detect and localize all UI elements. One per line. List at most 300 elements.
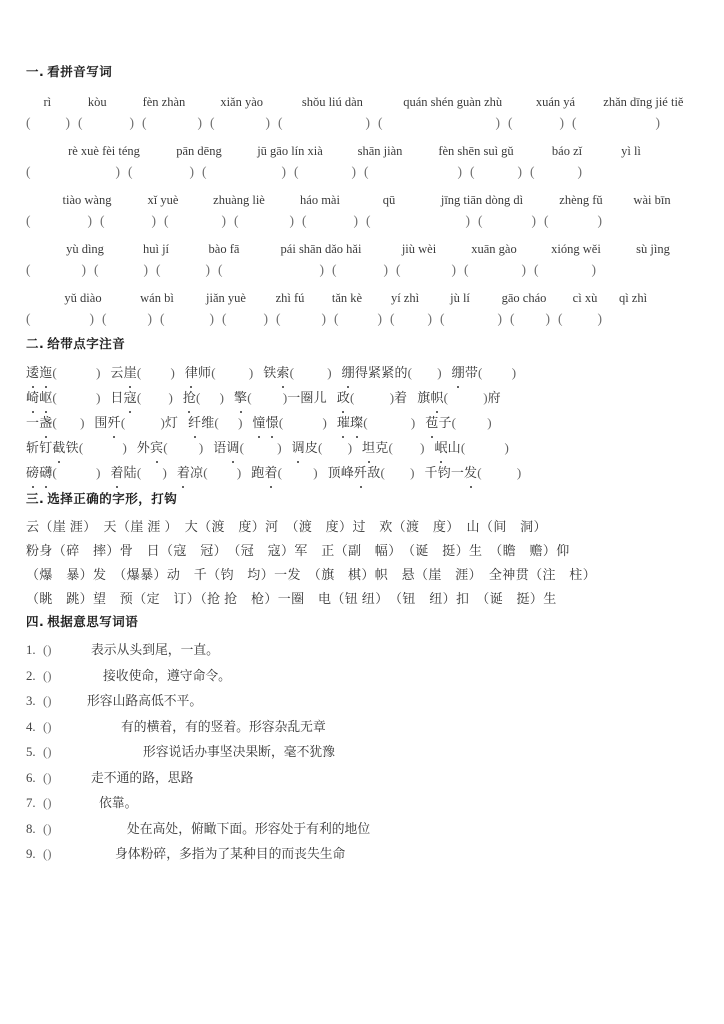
pinyin-label: quán shén guàn zhù — [403, 95, 503, 109]
left-paren: ( — [558, 311, 563, 326]
pinyin-answer-blank[interactable] — [52, 385, 100, 410]
dotted-char: 逶 — [26, 360, 39, 385]
pinyin-label: fèn shēn suì gǔ — [438, 144, 514, 158]
section-3-heading — [26, 491, 698, 506]
answer-blank[interactable] — [332, 262, 388, 278]
right-paren: ) — [322, 415, 327, 430]
answer-blank[interactable] — [210, 115, 270, 131]
answer-blank[interactable] — [26, 262, 86, 278]
right-paren: ) — [47, 668, 52, 683]
left-paren: ( — [202, 164, 207, 179]
left-paren: ( — [196, 390, 201, 405]
plain-char: 钉 — [39, 440, 53, 455]
answer-blank[interactable] — [478, 213, 536, 229]
right-paren: ) — [655, 115, 660, 130]
section-1-heading — [26, 64, 698, 79]
answer-blank[interactable] — [100, 213, 156, 229]
right-paren: ) — [353, 213, 358, 228]
dotted-word — [337, 415, 363, 430]
pinyin-label: wài bīn — [633, 193, 671, 207]
pinyin-answer-blank[interactable] — [408, 360, 442, 385]
answer-blank[interactable] — [128, 164, 194, 180]
right-paren: ) — [115, 164, 120, 179]
pinyin-group — [26, 137, 698, 185]
dotted-word — [362, 440, 388, 455]
left-paren: ( — [52, 465, 57, 480]
answer-blank[interactable] — [222, 311, 268, 327]
section-1 — [26, 64, 698, 332]
pinyin-group — [26, 88, 698, 136]
answer-blank[interactable] — [390, 311, 432, 327]
answer-blank[interactable] — [294, 164, 356, 180]
right-paren: ) — [597, 311, 602, 326]
right-paren: ) — [487, 415, 492, 430]
section-4-heading — [26, 614, 698, 629]
right-paren: ) — [80, 415, 85, 430]
answer-blank[interactable] — [202, 164, 286, 180]
dotted-char: 岷 — [434, 435, 447, 460]
answer-blank[interactable] — [530, 164, 582, 180]
pinyin-answer-blank[interactable] — [247, 385, 287, 410]
pinyin-group — [26, 186, 698, 234]
meaning-text: 处在高处，俯瞰下面。形容处于有利的地位 — [127, 821, 371, 836]
left-paren: ( — [100, 213, 105, 228]
right-paren: ) — [313, 465, 318, 480]
right-paren: ) — [319, 262, 324, 277]
left-paren: ( — [128, 164, 133, 179]
word-answer-blank[interactable] — [43, 842, 115, 868]
item-number: 4. — [26, 719, 36, 734]
right-paren: ) — [47, 821, 52, 836]
left-paren: ( — [302, 213, 307, 228]
pinyin-answer-blank[interactable] — [388, 435, 424, 460]
right-paren: ) — [420, 440, 425, 455]
left-paren: ( — [530, 164, 535, 179]
answer-blank[interactable] — [510, 311, 550, 327]
left-paren: ( — [214, 415, 219, 430]
left-paren: ( — [203, 465, 208, 480]
plain-char: 外 — [136, 440, 151, 455]
right-paren: ) — [347, 440, 353, 455]
right-paren: ) — [437, 365, 442, 380]
left-paren: ( — [334, 311, 339, 326]
right-paren: ) — [351, 164, 356, 179]
dotted-word — [137, 440, 163, 455]
choice-line[interactable]: 云（崖 涯） 天（崖 涯 ） 大（渡 度）河 （渡 度）过 欢（渡 度） 山（间 洞） — [26, 519, 547, 534]
pinyin-label: háo mài — [300, 193, 340, 207]
pinyin-answer-blank[interactable] — [380, 460, 414, 485]
answer-blank[interactable] — [508, 115, 564, 131]
dotted-char: 坦 — [362, 435, 375, 460]
left-paren: ( — [43, 668, 48, 683]
annotate-line — [26, 435, 698, 460]
dotted-char: 崎 — [26, 385, 39, 410]
word-answer-blank[interactable] — [43, 740, 143, 766]
left-paren: ( — [43, 643, 48, 657]
plain-char: 师 — [198, 365, 212, 380]
pinyin-answer-blank[interactable] — [240, 435, 282, 460]
plain-char: 一 — [26, 415, 40, 430]
choice-line[interactable]: 粉身（碎 摔）骨 日（寇 冠） （冠 寇）军 正（副 幅） （诞 挺）生 （瞻 赡）仰 — [26, 543, 570, 558]
dotted-word — [234, 390, 247, 405]
dotted-word — [425, 415, 451, 430]
dotted-word — [110, 390, 136, 405]
pinyin-label: qū — [382, 193, 396, 207]
right-paren: ) — [236, 465, 242, 480]
answer-blank[interactable] — [26, 164, 120, 180]
left-paren: ( — [136, 465, 142, 480]
plain-char: 得 — [354, 365, 369, 380]
left-paren: ( — [136, 390, 142, 405]
dotted-word — [185, 365, 211, 380]
right-paren: ) — [47, 694, 52, 708]
answer-blank[interactable] — [26, 213, 92, 229]
pinyin-label: shān jiàn — [357, 144, 403, 158]
pinyin-answer-blank[interactable] — [290, 360, 332, 385]
meaning-text: 表示从头到尾，一直。 — [91, 643, 219, 657]
answer-blank[interactable] — [464, 262, 526, 278]
right-paren: ) — [277, 440, 282, 455]
answer-blank-row — [26, 208, 698, 234]
plain-char: 克 — [375, 440, 389, 455]
plain-char: 陆 — [123, 465, 137, 480]
pinyin-answer-blank[interactable] — [163, 435, 203, 460]
answer-blank[interactable] — [102, 311, 152, 327]
left-paren: ( — [102, 311, 107, 326]
pinyin-answer-blank[interactable] — [318, 435, 352, 460]
left-paren: ( — [160, 311, 165, 326]
left-paren: ( — [43, 745, 48, 759]
pinyin-label: bào fā — [208, 242, 240, 256]
context-word: 灯 — [164, 415, 179, 430]
right-paren: ) — [87, 213, 92, 228]
meaning-item — [26, 664, 698, 690]
pinyin-answer-blank[interactable] — [211, 360, 253, 385]
left-paren: ( — [350, 390, 355, 405]
plain-char: 子 — [438, 415, 452, 430]
dotted-word — [110, 365, 136, 380]
left-paren: ( — [222, 311, 227, 326]
dotted-word — [26, 440, 79, 455]
choice-line[interactable]: （爆 暴）发 （爆暴）动 千（钧 均）一发 （旗 棋）帜 悬（崖 涯） 全神贯（注 柱） — [26, 567, 597, 582]
pinyin-answer-blank[interactable] — [363, 410, 415, 435]
left-paren: ( — [460, 440, 466, 455]
pinyin-answer-blank[interactable] — [137, 360, 175, 385]
pinyin-answer-blank[interactable] — [461, 435, 509, 460]
answer-blank[interactable] — [156, 262, 210, 278]
dotted-word — [417, 390, 443, 405]
pinyin-answer-blank[interactable] — [278, 460, 318, 485]
pinyin-label: shǒu liú dàn — [301, 95, 363, 109]
answer-blank[interactable] — [544, 213, 602, 229]
meaning-text: 形容山路高低不平。 — [87, 694, 203, 708]
answer-blank[interactable] — [164, 213, 226, 229]
right-paren: ) — [238, 415, 243, 430]
pinyin-answer-blank[interactable] — [350, 385, 394, 410]
dotted-char: 歼 — [108, 410, 121, 435]
left-paren: ( — [247, 390, 252, 405]
left-paren: ( — [120, 415, 126, 430]
left-paren: ( — [52, 415, 57, 430]
pinyin-answer-blank[interactable] — [52, 460, 100, 485]
plain-char: 维 — [201, 415, 215, 430]
plain-char: 一 — [450, 465, 465, 480]
answer-blank[interactable] — [366, 213, 470, 229]
left-paren: ( — [478, 365, 483, 380]
left-paren: ( — [26, 213, 31, 228]
word-answer-blank[interactable] — [43, 689, 87, 715]
answer-blank[interactable] — [364, 164, 462, 180]
answer-blank[interactable] — [334, 311, 382, 327]
pinyin-row — [26, 235, 698, 257]
item-number: 6. — [26, 770, 36, 785]
right-paren: ) — [47, 847, 52, 861]
right-paren: ) — [504, 440, 509, 455]
annotate-line — [26, 385, 698, 410]
pinyin-label: báo zǐ — [551, 144, 583, 158]
dotted-word — [213, 440, 239, 455]
pinyin-answer-blank[interactable] — [137, 385, 173, 410]
dotted-char: 政 — [337, 385, 350, 410]
item-number: 5. — [26, 745, 36, 759]
answer-blank[interactable] — [558, 311, 602, 327]
answer-blank[interactable] — [26, 115, 70, 131]
dotted-char: 迤 — [39, 360, 52, 385]
pinyin-answer-blank[interactable] — [477, 460, 521, 485]
answer-blank[interactable] — [470, 164, 522, 180]
right-paren: ) — [162, 465, 167, 480]
pinyin-label: tǎn kè — [331, 291, 363, 305]
answer-blank[interactable] — [278, 115, 370, 131]
left-paren: ( — [478, 213, 483, 228]
annotate-line — [26, 360, 698, 385]
pinyin-label: yí zhì — [390, 291, 420, 305]
left-paren: ( — [239, 440, 244, 455]
answer-blank[interactable] — [94, 262, 148, 278]
pinyin-answer-blank[interactable] — [444, 385, 488, 410]
plain-char: 钧 — [437, 465, 451, 480]
word-answer-blank[interactable] — [43, 638, 91, 664]
answer-blank[interactable] — [160, 311, 214, 327]
dotted-char: 憧 — [252, 410, 265, 435]
context-word: 府 — [487, 390, 501, 405]
pinyin-row — [26, 284, 698, 306]
right-paren: ) — [591, 262, 596, 277]
answer-blank[interactable] — [302, 213, 358, 229]
pinyin-answer-blank[interactable] — [52, 360, 100, 385]
pinyin-answer-blank[interactable] — [452, 410, 492, 435]
left-paren: ( — [278, 115, 283, 130]
section-3 — [26, 491, 698, 611]
dotted-char: 律 — [185, 360, 198, 385]
right-paren: ) — [248, 365, 254, 380]
plain-char: 凉 — [190, 465, 204, 480]
left-paren: ( — [390, 311, 395, 326]
answer-blank[interactable] — [78, 115, 134, 131]
pinyin-label: xǐ yuè — [147, 193, 179, 207]
dotted-word — [26, 365, 52, 380]
dotted-word — [452, 365, 478, 380]
right-paren: ) — [377, 311, 382, 326]
pinyin-label: kòu — [87, 95, 107, 109]
dotted-char: 寇 — [124, 385, 137, 410]
pinyin-label: zhǎn dīng jié tiě — [603, 95, 684, 109]
meaning-item — [26, 842, 698, 868]
left-paren: ( — [318, 440, 323, 455]
left-paren: ( — [26, 115, 31, 130]
choice-line[interactable]: （眺 跳）望 预（定 订）（抢 抢 枪）一圈 电（钮 纽） （钮 纽）扣 （诞 挺）生 — [26, 591, 557, 606]
dotted-char: 磅 — [26, 460, 39, 485]
item-number: 1. — [26, 643, 36, 657]
left-paren: ( — [52, 365, 57, 380]
pinyin-answer-blank[interactable] — [52, 410, 84, 435]
right-paren: ) — [47, 643, 52, 657]
left-paren: ( — [156, 262, 161, 277]
right-paren: ) — [483, 390, 488, 405]
answer-blank[interactable] — [440, 311, 502, 327]
dotted-char: 调 — [226, 435, 239, 460]
pinyin-answer-blank[interactable] — [137, 460, 167, 485]
word-answer-blank[interactable] — [43, 817, 127, 843]
plain-char: 围 — [94, 415, 108, 430]
answer-blank[interactable] — [218, 262, 324, 278]
item-number: 7. — [26, 796, 36, 810]
plain-char: 语 — [213, 440, 227, 455]
pinyin-label: rè xuè fèi téng — [68, 144, 140, 158]
pinyin-answer-blank[interactable] — [279, 410, 327, 435]
right-paren: ) — [209, 311, 214, 326]
right-paren: ) — [160, 415, 165, 430]
right-paren: ) — [47, 719, 52, 734]
pinyin-answer-blank[interactable] — [214, 410, 242, 435]
pinyin-answer-blank[interactable] — [121, 410, 165, 435]
left-paren: ( — [508, 115, 513, 130]
plain-char: 铁 — [65, 440, 79, 455]
left-paren: ( — [94, 262, 99, 277]
pinyin-answer-blank[interactable] — [79, 435, 127, 460]
plain-char: 斩 — [26, 440, 40, 455]
section-3-lines — [26, 515, 698, 611]
word-answer-blank[interactable] — [43, 791, 99, 817]
pinyin-label: jū gāo lín xià — [257, 144, 323, 158]
right-paren: ) — [517, 164, 522, 179]
right-paren: ) — [151, 213, 156, 228]
word-answer-blank[interactable] — [43, 766, 91, 792]
left-paren: ( — [142, 115, 147, 130]
left-paren: ( — [211, 365, 216, 380]
context-word: 一圈儿 — [287, 390, 327, 405]
dotted-word — [183, 390, 196, 405]
dotted-word — [342, 365, 408, 380]
left-paren: ( — [388, 440, 393, 455]
answer-blank[interactable] — [26, 311, 94, 327]
meaning-item — [26, 715, 698, 741]
dotted-char: 着 — [110, 460, 123, 485]
dotted-word — [26, 390, 52, 405]
right-paren: ) — [282, 390, 288, 405]
answer-blank[interactable] — [572, 115, 660, 131]
pinyin-answer-blank[interactable] — [196, 385, 224, 410]
dotted-word — [434, 440, 460, 455]
section-1-rows — [26, 88, 698, 332]
meaning-item — [26, 638, 698, 664]
section-2-title: 给带点字注音 — [47, 336, 126, 351]
pinyin-label: jiǎn yuè — [206, 291, 246, 305]
right-paren: ) — [383, 262, 388, 277]
dotted-word — [354, 465, 380, 480]
pinyin-row — [26, 88, 698, 110]
dotted-char: 着 — [264, 460, 277, 485]
meaning-item — [26, 791, 698, 817]
answer-blank[interactable] — [234, 213, 294, 229]
right-paren: ) — [531, 213, 536, 228]
dotted-char: 着 — [177, 460, 190, 485]
plain-char: 跑 — [251, 465, 265, 480]
pinyin-label: gāo cháo — [501, 291, 547, 305]
answer-blank[interactable] — [142, 115, 202, 131]
pinyin-row — [26, 137, 698, 159]
pinyin-label: tiào wàng — [62, 193, 112, 207]
meaning-item — [26, 740, 698, 766]
word-answer-blank[interactable] — [43, 664, 103, 690]
answer-blank[interactable] — [396, 262, 456, 278]
pinyin-label: huì jí — [142, 242, 170, 256]
left-paren: ( — [234, 213, 239, 228]
left-paren: ( — [43, 847, 48, 861]
dotted-char: 截 — [52, 435, 65, 460]
right-paren: ) — [597, 213, 602, 228]
plain-char: 铁 — [263, 365, 277, 380]
left-paren: ( — [26, 262, 31, 277]
left-paren: ( — [470, 164, 475, 179]
answer-blank[interactable] — [534, 262, 596, 278]
right-paren: ) — [427, 311, 432, 326]
right-paren: ) — [457, 164, 462, 179]
right-paren: ) — [65, 115, 70, 130]
worksheet-content — [26, 64, 698, 868]
plain-char: 紧 — [368, 365, 382, 380]
right-paren: ) — [47, 770, 52, 785]
pinyin-label: xuán yá — [535, 95, 576, 109]
meaning-item — [26, 766, 698, 792]
right-paren: ) — [516, 465, 522, 480]
section-2-number: 二. — [26, 336, 45, 351]
plain-char: 云 — [110, 365, 124, 380]
answer-blank[interactable] — [378, 115, 500, 131]
dotted-char: 璨 — [350, 410, 363, 435]
section-2-lines — [26, 360, 698, 485]
dotted-word — [110, 465, 136, 480]
right-paren: ) — [96, 465, 101, 480]
section-4-items — [26, 638, 698, 868]
dotted-char: 帜 — [430, 385, 443, 410]
plain-char: 皮 — [304, 440, 319, 455]
right-paren: ) — [451, 262, 456, 277]
pinyin-label: jiù wèi — [401, 242, 437, 256]
pinyin-answer-blank[interactable] — [478, 360, 516, 385]
left-paren: ( — [278, 415, 284, 430]
plain-char: 的 — [394, 365, 408, 380]
right-paren: ) — [129, 115, 134, 130]
left-paren: ( — [164, 213, 169, 228]
word-answer-blank[interactable] — [43, 715, 121, 741]
left-paren: ( — [210, 115, 215, 130]
answer-blank[interactable] — [276, 311, 326, 327]
dotted-word — [94, 415, 120, 430]
pinyin-answer-blank[interactable] — [203, 460, 241, 485]
dotted-char: 擎 — [234, 385, 247, 410]
pinyin-label: cì xù — [572, 291, 598, 305]
